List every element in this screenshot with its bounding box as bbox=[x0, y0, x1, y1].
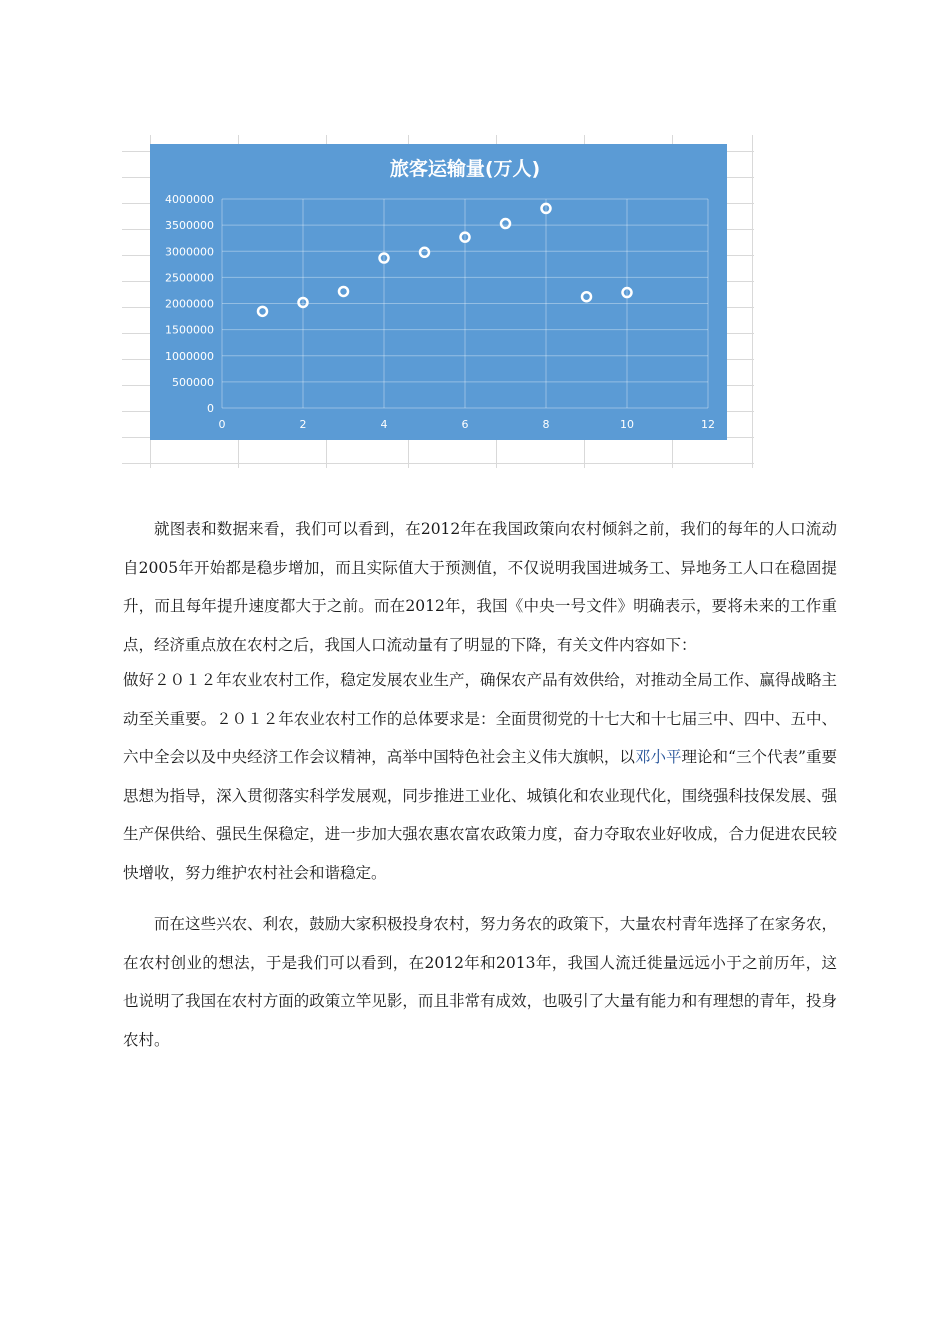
x-tick-label: 8 bbox=[542, 418, 550, 431]
y-tick-label: 0 bbox=[207, 402, 214, 415]
data-point bbox=[420, 248, 429, 257]
y-tick-label: 4000000 bbox=[165, 193, 214, 206]
paragraph-conclusion: 而在这些兴农、利农，鼓励大家积极投身农村，努力务农的政策下，大量农村青年选择了在家务农，在农村创业的想法，于是我们可以看到，在2012年和2013年，我国人流迁徙量远远小于之前历年，这也说明了我国在农村方面的政策立竿见影，而且非常有成效，也吸引了大量有能力和有理想的青年，投身农村。 bbox=[123, 915, 837, 1049]
paragraph-analysis: 就图表和数据来看，我们可以看到，在2012年在我国政策向农村倾斜之前，我们的每年的人口流动自2005年开始都是稳步增加，而且实际值大于预测值，不仅说明我国进城务工、异地务工人口在稳固提升，而且每年提升速度都大于之前。而在2012年，我国《中央一号文件》明确表示，要将未来的工作重点，经济重点放在农村之后，我国人口流动量有了明显的下降，有关文件内容如下： bbox=[123, 520, 837, 654]
y-tick-label: 2500000 bbox=[165, 271, 214, 285]
x-tick-label: 2 bbox=[299, 418, 307, 431]
x-tick-label: 0 bbox=[218, 418, 226, 431]
data-point bbox=[258, 307, 267, 316]
y-tick-label: 1000000 bbox=[165, 349, 214, 363]
data-point bbox=[582, 292, 591, 301]
y-tick-label: 2000000 bbox=[165, 297, 214, 311]
y-tick-label: 3000000 bbox=[165, 245, 214, 259]
x-tick-label: 12 bbox=[701, 418, 715, 431]
y-tick-label: 500000 bbox=[172, 375, 214, 389]
x-tick-label: 4 bbox=[380, 418, 388, 431]
x-tick-label: 10 bbox=[620, 418, 634, 431]
data-point bbox=[501, 219, 510, 228]
scatter-chart bbox=[150, 144, 727, 440]
policy-quote-text-cont: 理论和“三个代表”重要思想为指导，深入贯彻落实科学发展观，同步推进工业化、城镇化和农业现代化，围绕强科技保发展、强生产保供给、强民生保稳定，进一步加大强农惠农富农政策力度，奋力夺取农业好收成，合力促进农民较快增收，努力维护农村社会和谐稳定。 bbox=[123, 748, 837, 882]
policy-quote-text: 做好２０１２年农业农村工作，稳定发展农业生产，确保农产品有效供给，对推动全局工作、赢得战略主动至关重要。２０１２年农业农村工作的总体要求是：全面贯彻党的十七大和十七届三中、四中、五中、六中全会以及中央经济工作会议精神，高举中国特色社会主义伟大旗帜，以 bbox=[123, 671, 837, 766]
deng-xiaoping-link[interactable]: 邓小平 bbox=[634, 748, 682, 766]
y-tick-label: 1500000 bbox=[165, 323, 214, 337]
chart-svg bbox=[150, 144, 727, 440]
chart-title: 旅客运输量(万人) bbox=[389, 158, 541, 180]
paragraph-policy-quote bbox=[123, 661, 837, 892]
data-point bbox=[339, 287, 348, 296]
x-tick-label: 6 bbox=[461, 418, 469, 431]
y-tick-label: 3500000 bbox=[165, 219, 214, 233]
